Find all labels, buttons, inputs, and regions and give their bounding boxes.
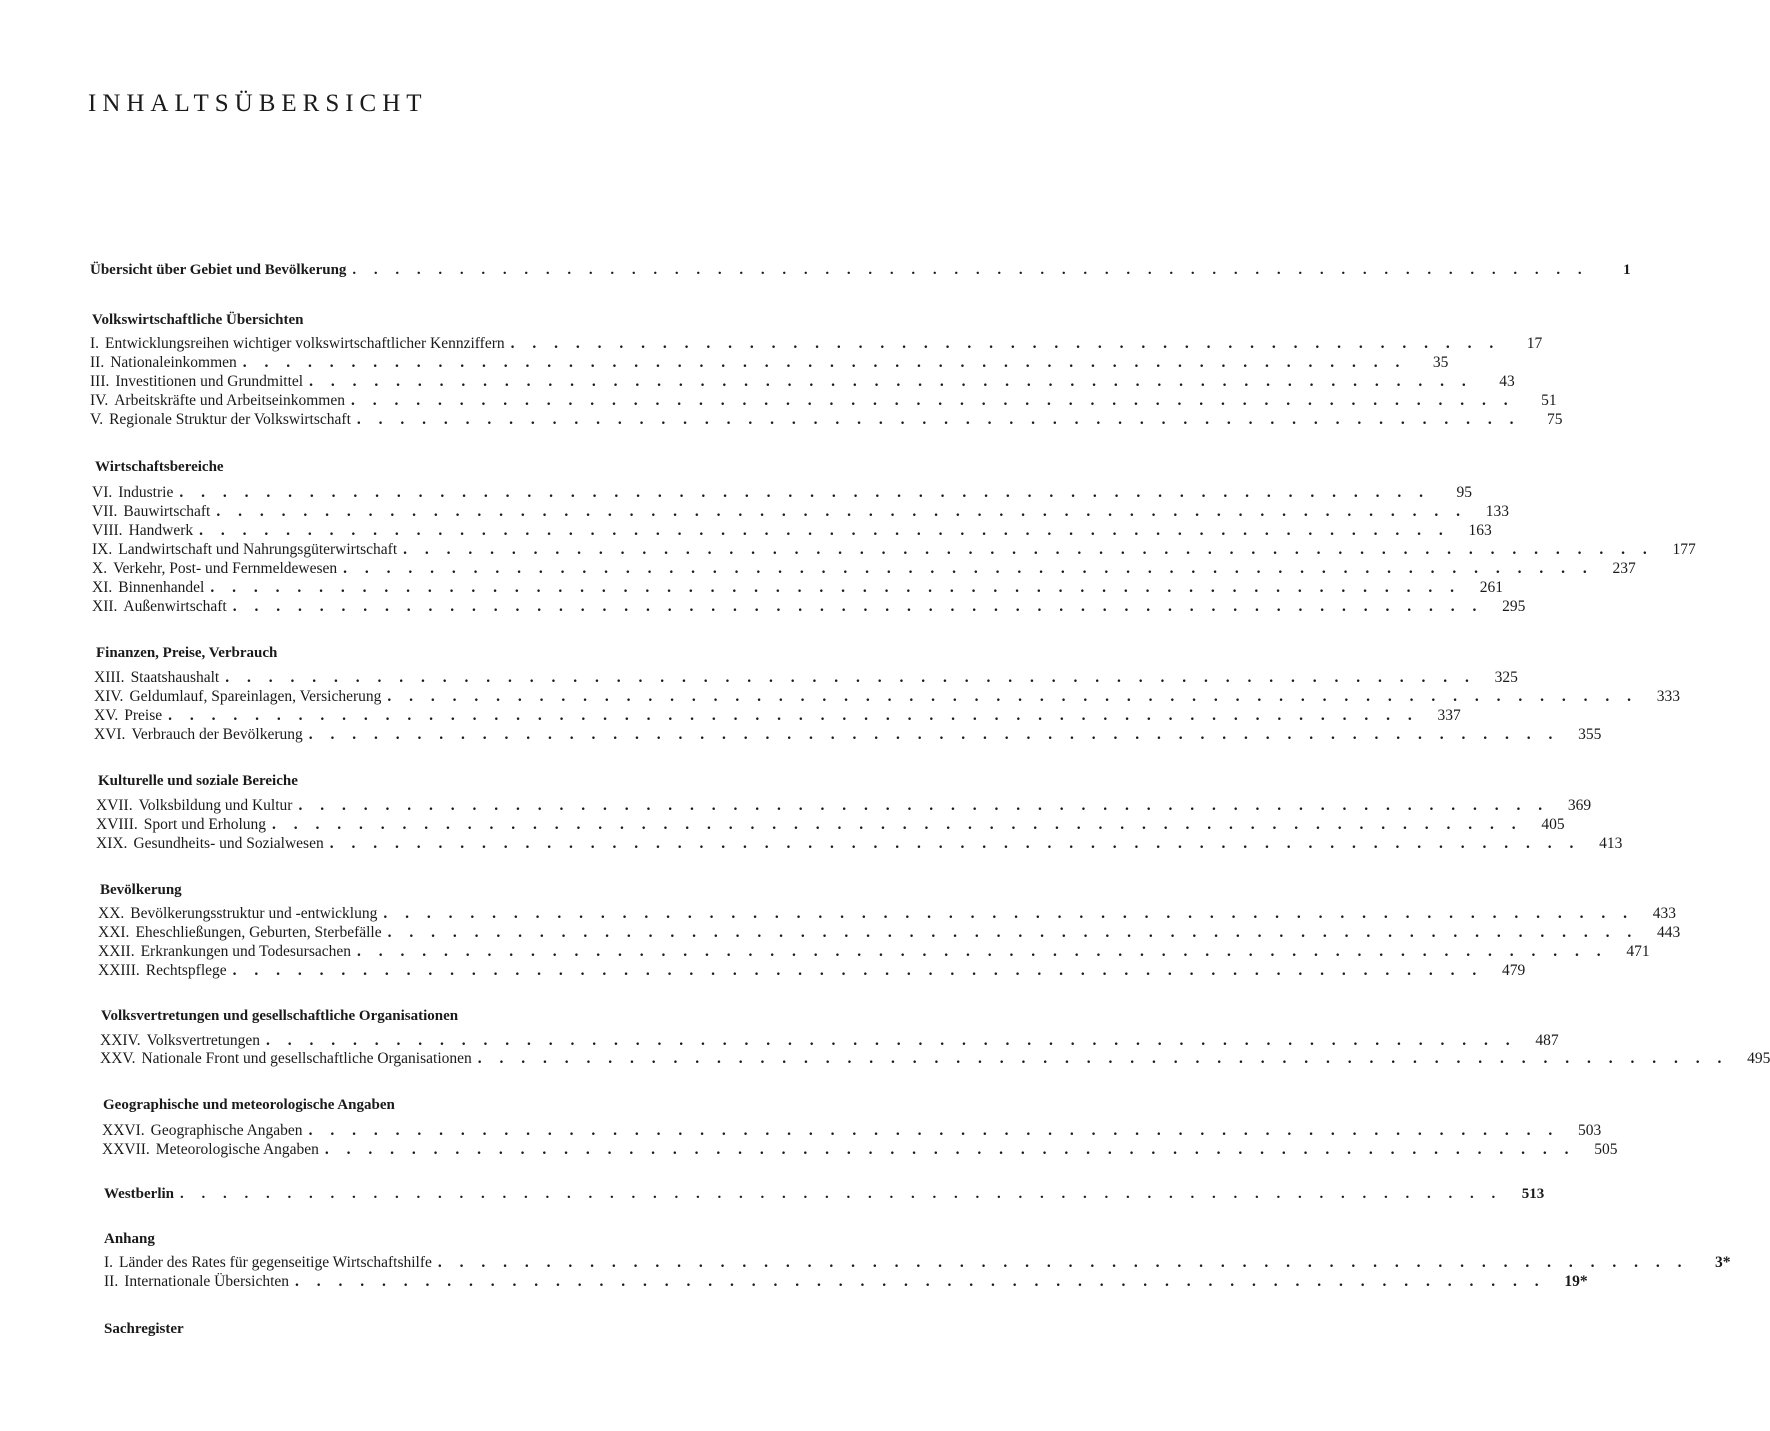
dot-leader: . . . . . . . . . . . . . . . . . . . . . . . . . . . . . . . . . . . . . . . . . . . . . . . . . . . . . . . . . . [298, 797, 1550, 814]
dot-leader: . . . . . . . . . . . . . . . . . . . . . . . . . . . . . . . . . . . . . . . . . . . . . . . . . . . . . . . . . . [357, 943, 1608, 960]
toc-entry-number: XI. [92, 579, 113, 596]
toc-entry[interactable] [92, 560, 1636, 578]
toc-entry-page: 443 [1657, 924, 1681, 941]
toc-entry-number: VIII. [92, 522, 123, 539]
toc-entry-label: Übersicht über Gebiet und Bevölkerung [90, 262, 347, 278]
toc-entry-page: 479 [1502, 962, 1526, 979]
toc-entry-label: Rechtspflege [145, 962, 227, 979]
toc-entry[interactable] [90, 373, 1515, 391]
toc-entry[interactable] [92, 541, 1696, 559]
dot-leader: . . . . . . . . . . . . . . . . . . . . . . . . . . . . . . . . . . . . . . . . . . . . . . . . . . . . . . . . . . [225, 669, 1476, 686]
toc-entry-label: Westberlin [104, 1186, 174, 1202]
toc-entry-number: IX. [92, 541, 113, 558]
toc-entry-page: 17 [1526, 335, 1543, 352]
toc-entry-label: Landwirtschaft und Nahrungsgüterwirtschaft [118, 541, 398, 558]
toc-entry-number: XVIII. [96, 816, 138, 833]
toc-entry-page: 337 [1437, 707, 1461, 724]
section-heading: Wirtschaftsbereiche [95, 459, 224, 475]
toc-entry-page: 333 [1656, 688, 1681, 705]
dot-leader: . . . . . . . . . . . . . . . . . . . . . . . . . . . . . . . . . . . . . . . . . . . . . . . . . . . . . . . . . . [210, 579, 1461, 596]
toc-entry-page: 513 [1521, 1186, 1545, 1202]
toc-entry-number: II. [104, 1273, 119, 1290]
toc-entry[interactable] [98, 924, 1681, 942]
toc-entry-page: 3* [1715, 1254, 1731, 1271]
toc-entry-number: V. [90, 411, 104, 428]
toc-entry[interactable] [90, 392, 1557, 410]
toc-entry-page: 503 [1577, 1122, 1602, 1139]
toc-entry-label: Internationale Übersichten [124, 1273, 290, 1290]
toc-entry[interactable] [98, 905, 1676, 923]
dot-leader: . . . . . . . . . . . . . . . . . . . . . . . . . . . . . . . . . . . . . . . . . . . . . . . . . . . . . . . . . . [179, 484, 1430, 501]
toc-entry[interactable] [92, 484, 1472, 502]
toc-entry-label: Geographische Angaben [150, 1122, 303, 1139]
toc-entry-number: VI. [92, 484, 113, 501]
toc-entry[interactable] [90, 411, 1563, 429]
toc-entry-page: 95 [1456, 484, 1472, 501]
toc-entry[interactable] [98, 943, 1650, 961]
dot-leader: . . . . . . . . . . . . . . . . . . . . . . . . . . . . . . . . . . . . . . . . . . . . . . . . . . . . . . . . . . [387, 688, 1639, 705]
toc-entry-label: Geldumlauf, Spareinlagen, Versicherung [129, 688, 382, 705]
toc-entry[interactable] [102, 1141, 1618, 1159]
toc-entry[interactable] [90, 335, 1543, 353]
toc-entry-label: Nationale Front und gesellschaftliche Organisationen [141, 1050, 472, 1067]
toc-entry-page: 433 [1652, 905, 1676, 922]
toc-entry-number: XIV. [94, 688, 124, 705]
toc-entry-number: XXV. [100, 1050, 136, 1067]
toc-entry-page: 261 [1479, 579, 1503, 596]
dot-leader: . . . . . . . . . . . . . . . . . . . . . . . . . . . . . . . . . . . . . . . . . . . . . . . . . . . . . . . . . . [232, 962, 1484, 979]
toc-entry-number: XXI. [98, 924, 130, 941]
dot-leader: . . . . . . . . . . . . . . . . . . . . . . . . . . . . . . . . . . . . . . . . . . . . . . . . . . . . . . . . . . [308, 1122, 1560, 1139]
toc-entry-label: Außenwirtschaft [123, 598, 227, 615]
dot-leader: . . . . . . . . . . . . . . . . . . . . . . . . . . . . . . . . . . . . . . . . . . . . . . . . . . . . . . . . . . [403, 541, 1654, 558]
toc-entry[interactable] [90, 354, 1449, 372]
toc-entry-number: XIX. [96, 835, 128, 852]
toc-entry-label: Staatshaushalt [130, 669, 220, 686]
toc-entry-number: XV. [94, 707, 119, 724]
toc-entry-westberlin[interactable] [104, 1186, 1545, 1203]
toc-entry[interactable] [104, 1254, 1731, 1272]
toc-entry-number: XII. [92, 598, 118, 615]
dot-leader: . . . . . . . . . . . . . . . . . . . . . . . . . . . . . . . . . . . . . . . . . . . . . . . . . . . . . . [309, 373, 1473, 390]
toc-entry-page: 295 [1502, 598, 1526, 615]
toc-entry[interactable] [92, 579, 1503, 597]
toc-entry-label: Sport und Erholung [143, 816, 267, 833]
dot-leader: . . . . . . . . . . . . . . . . . . . . . . . . . . . . . . . . . . . . . . . . . . . . . . . . . . . . . . . . . . [308, 726, 1560, 743]
toc-entry-label: Eheschließungen, Geburten, Sterbefälle [135, 924, 382, 941]
toc-entry-overview[interactable] [90, 262, 1631, 279]
toc-entry-label: Erkrankungen und Todesursachen [140, 943, 351, 960]
toc-entry-label: Gesundheits- und Sozialwesen [133, 835, 324, 852]
toc-entry[interactable] [104, 1273, 1588, 1291]
toc-entry-number: X. [92, 560, 108, 577]
toc-entry-label: Verkehr, Post- und Fernmeldewesen [113, 560, 338, 577]
toc-entry-label: Handwerk [128, 522, 194, 539]
section-heading: Geographische und meteorologische Angaben [103, 1097, 395, 1113]
toc-entry-page: 75 [1547, 411, 1563, 428]
toc-entry-number: I. [104, 1254, 114, 1271]
toc-entry[interactable] [96, 797, 1592, 815]
dot-leader: . . . . . . . . . . . . . . . . . . . . . . . . . . . . . . . . . . . . . . . . . . . . . . . . . . . . . . . . . . [232, 598, 1484, 615]
toc-entry[interactable] [92, 522, 1492, 540]
toc-entry[interactable] [100, 1050, 1770, 1068]
toc-entry-label: Preise [124, 707, 163, 724]
toc-entry-label: Volksvertretungen [146, 1032, 260, 1049]
dot-leader: . . . . . . . . . . . . . . . . . . . . . . . . . . . . . . . . . . . . . . . . . . . . . . [510, 335, 1501, 352]
section-heading: Kulturelle und soziale Bereiche [98, 773, 298, 789]
toc-entry-page: 471 [1626, 943, 1650, 960]
toc-entry-number: XXIII. [98, 962, 140, 979]
dot-leader: . . . . . . . . . . . . . . . . . . . . . . . . . . . . . . . . . . . . . . . . . . . . . . . . . . . . . . . . . . [383, 905, 1634, 922]
toc-entry-label: Verbrauch der Bevölkerung [131, 726, 303, 743]
toc-entry-number: XIII. [94, 669, 125, 686]
toc-entry-label: Investitionen und Grundmittel [115, 373, 304, 390]
dot-leader: . . . . . . . . . . . . . . . . . . . . . . . . . . . . . . . . . . . . . . . . . . . . . . . . . . . . . . . . . . [477, 1050, 1729, 1067]
section-heading: Anhang [104, 1231, 155, 1247]
dot-leader: . . . . . . . . . . . . . . . . . . . . . . . . . . . . . . . . . . . . . . . . . . . . . . . . . . . . . . . . . . [343, 560, 1594, 577]
toc-entry-page: 43 [1499, 373, 1515, 390]
toc-entry-label: Bevölkerungsstruktur und -entwicklung [130, 905, 378, 922]
section-heading: Volkswirtschaftliche Übersichten [92, 312, 304, 328]
dot-leader: . . . . . . . . . . . . . . . . . . . . . . . . . . . . . . . . . . . . . . . . . . . . . . . . . . . . . . . . . . . . . . [180, 1186, 1503, 1202]
toc-entry-label: Industrie [118, 484, 174, 501]
toc-entry-number: XXIV. [100, 1032, 141, 1049]
toc-entry-label: Regionale Struktur der Volkswirtschaft [109, 411, 351, 428]
dot-leader: . . . . . . . . . . . . . . . . . . . . . . . . . . . . . . . . . . . . . . . . . . . . . . . . . . . . . . . . . . [168, 707, 1419, 724]
toc-entry-label: Binnenhandel [118, 579, 205, 596]
toc-entry-label: Volksbildung und Kultur [138, 797, 293, 814]
toc-entry[interactable] [94, 688, 1681, 706]
toc-entry[interactable] [98, 962, 1526, 980]
dot-leader: . . . . . . . . . . . . . . . . . . . . . . . . . . . . . . . . . . . . . . . . . . . . . . . . . . . . . . [350, 392, 1515, 409]
dot-leader: . . . . . . . . . . . . . . . . . . . . . . . . . . . . . . . . . . . . . . . . . . . . . . . . . . . . . . . . . . [216, 503, 1467, 520]
dot-leader: . . . . . . . . . . . . . . . . . . . . . . . . . . . . . . . . . . . . . . . . . . . . . . . . . . . . . . . . . . [329, 835, 1581, 852]
toc-entry-page: 19* [1564, 1273, 1588, 1290]
toc-entry-label: Meteorologische Angaben [155, 1141, 319, 1158]
toc-entry-label: Arbeitskräfte und Arbeitseinkommen [114, 392, 345, 409]
dot-leader: . . . . . . . . . . . . . . . . . . . . . . . . . . . . . . . . . . . . . . . . . . . . . . . . . . . . . . . . . . [352, 262, 1589, 278]
toc-entry[interactable] [94, 707, 1461, 725]
toc-entry-label: Nationaleinkommen [110, 354, 237, 371]
dot-leader: . . . . . . . . . . . . . . . . . . . . . . . . . . . . . . . . . . . . . . . . . . . . . . . . . . . . . . . . . . [199, 522, 1450, 539]
dot-leader: . . . . . . . . . . . . . . . . . . . . . . . . . . . . . . . . . . . . . . . . . . . . . . . . . . . . . . [242, 354, 1407, 371]
toc-entry-page: 177 [1672, 541, 1696, 558]
toc-entry-page: 495 [1747, 1050, 1770, 1067]
toc-entry-number: IV. [90, 392, 109, 409]
toc-entry-page: 413 [1599, 835, 1623, 852]
toc-entry-page: 133 [1485, 503, 1509, 520]
toc-entry[interactable] [92, 503, 1509, 521]
toc-entry-number: III. [90, 373, 110, 390]
toc-entry-label: Länder des Rates für gegenseitige Wirtschaftshilfe [119, 1254, 432, 1271]
toc-entry-page: 237 [1612, 560, 1636, 577]
toc-entry-number: II. [90, 354, 105, 371]
dot-leader: . . . . . . . . . . . . . . . . . . . . . . . . . . . . . . . . . . . . . . . . . . . . . . . . . . . . . . . . . . [324, 1141, 1576, 1158]
toc-entry-label: Bauwirtschaft [123, 503, 211, 520]
section-heading: Finanzen, Preise, Verbrauch [96, 645, 278, 661]
dot-leader: . . . . . . . . . . . . . . . . . . . . . . . . . . . . . . . . . . . . . . . . . . . . . . . . . . . . . . . . . . [387, 924, 1639, 941]
toc-entry-page: 163 [1468, 522, 1492, 539]
toc-entry-number: VII. [92, 503, 118, 520]
dot-leader: . . . . . . . . . . . . . . . . . . . . . . . . . . . . . . . . . . . . . . . . . . . . . . . . . . . . . . . . . . [437, 1254, 1689, 1271]
toc-entry-page: 405 [1541, 816, 1565, 833]
toc-entry[interactable] [94, 726, 1602, 744]
toc-entry-page: 369 [1567, 797, 1592, 814]
toc-entry-page: 51 [1541, 392, 1557, 409]
toc-entry-page: 355 [1578, 726, 1602, 743]
dot-leader: . . . . . . . . . . . . . . . . . . . . . . . . . . . . . . . . . . . . . . . . . . . . . . . . . . . . . . . . . . [272, 816, 1523, 833]
toc-entry[interactable] [94, 669, 1518, 687]
toc-entry-number: XX. [98, 905, 125, 922]
toc-entry-number: XVI. [94, 726, 126, 743]
toc-entry-number: XXII. [98, 943, 135, 960]
toc-entry-page: 1 [1623, 262, 1631, 278]
dot-leader: . . . . . . . . . . . . . . . . . . . . . . . . . . . . . . . . . . . . . . . . . . . . . . . . . . . . . . [356, 411, 1521, 428]
toc-entry-number: XXVI. [102, 1122, 145, 1139]
toc-entry-number: XXVII. [102, 1141, 150, 1158]
toc-entry[interactable] [102, 1122, 1602, 1140]
dot-leader: . . . . . . . . . . . . . . . . . . . . . . . . . . . . . . . . . . . . . . . . . . . . . . . . . . . . . . . . . . [295, 1273, 1546, 1290]
toc-entry-number: I. [90, 335, 100, 352]
toc-entry[interactable] [92, 598, 1526, 616]
toc-entry[interactable] [96, 835, 1623, 853]
section-heading: Bevölkerung [100, 882, 182, 898]
page-title: INHALTSÜBERSICHT [88, 90, 428, 117]
dot-leader: . . . . . . . . . . . . . . . . . . . . . . . . . . . . . . . . . . . . . . . . . . . . . . . . . . . . . . . . . . [265, 1032, 1517, 1049]
toc-entry-label: Entwicklungsreihen wichtiger volkswirtschaftlicher Kennziffern [105, 335, 505, 352]
toc-entry-page: 487 [1535, 1032, 1559, 1049]
toc-entry[interactable] [96, 816, 1565, 834]
toc-entry[interactable] [100, 1032, 1559, 1050]
toc-entry-page: 505 [1594, 1141, 1618, 1158]
toc-entry-index[interactable]: Sachregister [104, 1321, 184, 1337]
toc-entry-number: XVII. [96, 797, 133, 814]
toc-entry-page: 35 [1432, 354, 1449, 371]
toc-entry-page: 325 [1494, 669, 1518, 686]
section-heading: Volksvertretungen und gesellschaftliche Organisationen [101, 1008, 459, 1024]
